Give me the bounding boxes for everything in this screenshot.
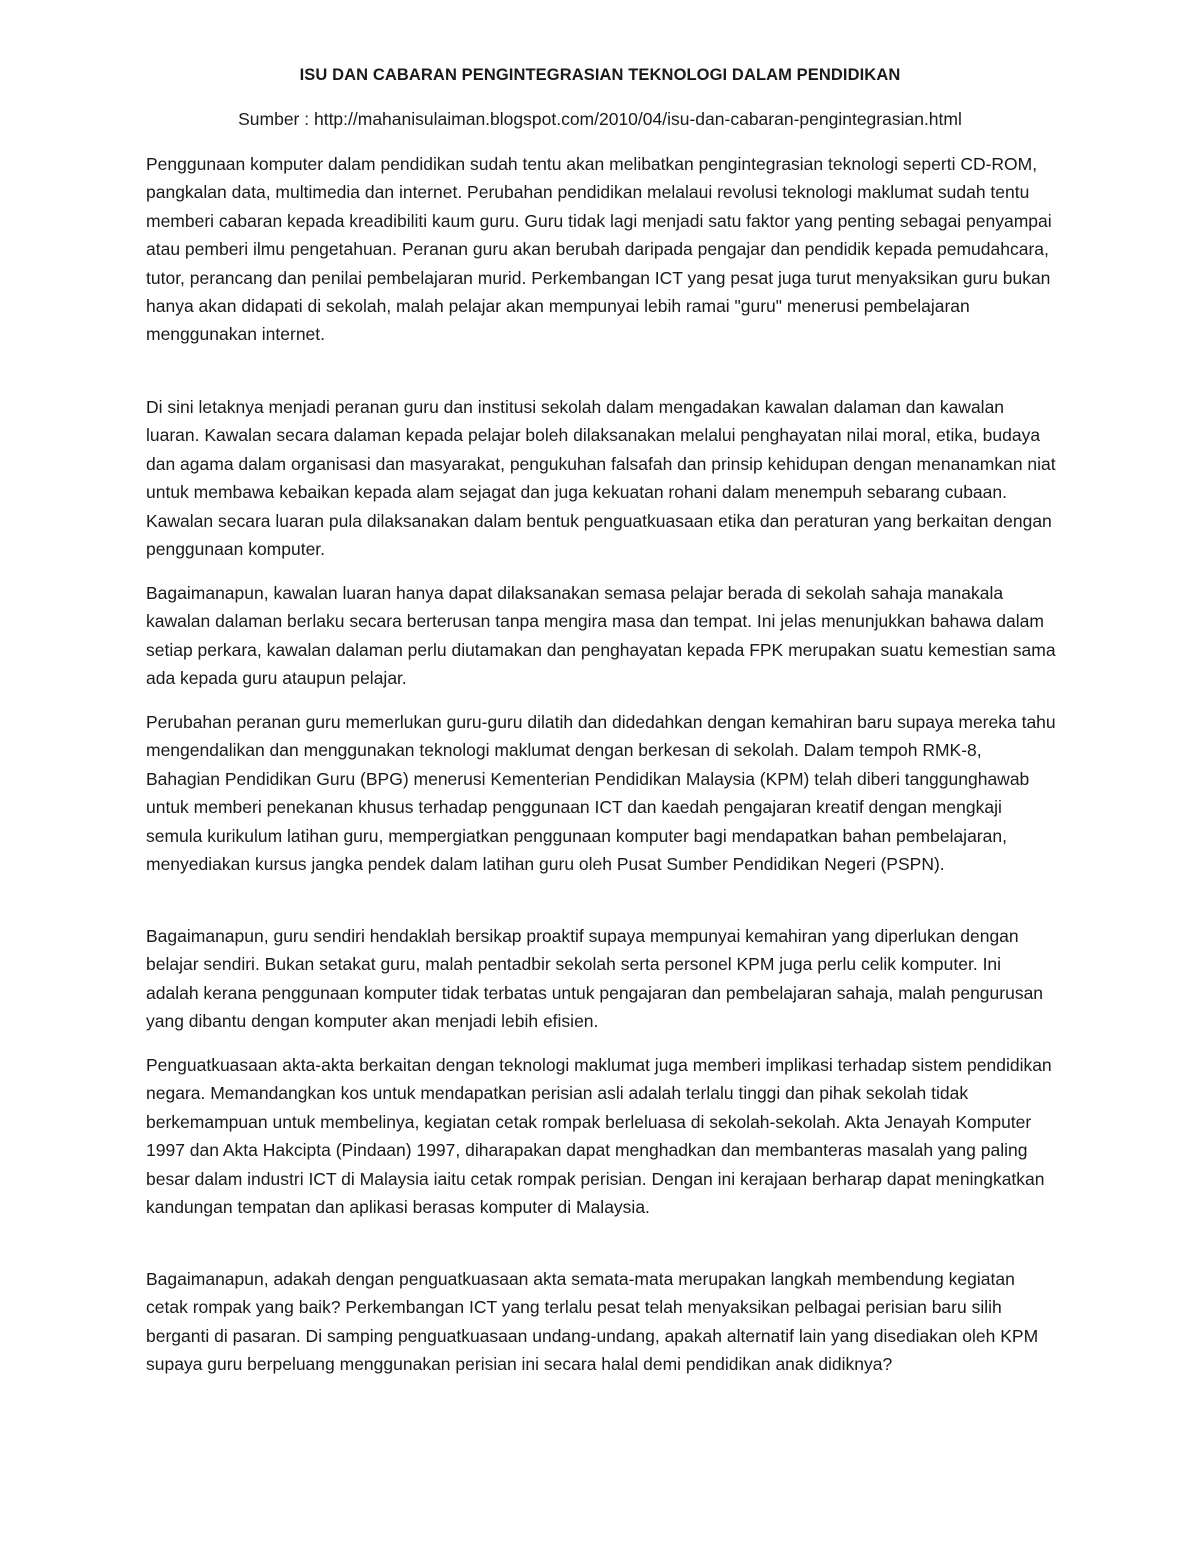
paragraph-4: Perubahan peranan guru memerlukan guru-guru dilatih dan didedahkan dengan kemahiran baru supaya mereka tahu mengendalikan dan menggunakan teknologi maklumat dengan berkesan di sekolah. Dalam tempoh RMK-8, Bahagian Pendidikan Guru (BPG) menerusi Kementerian Pendidikan Malaysia (KPM) telah diberi tanggunghawab untuk memberi penekanan khusus terhadap penggunaan ICT dan kaedah pengajaran kreatif dengan mengkaji semula kurikulum latihan guru, mempergiatkan penggunaan komputer bagi mendapatkan bahan pembelajaran, menyediakan kursus jangka pendek dalam latihan guru oleh Pusat Sumber Pendidikan Negeri (PSPN). [146,712,1056,875]
source-line: Sumber : http://mahanisulaiman.blogspot.com/2010/04/isu-dan-cabaran-pengintegrasian.html [238,109,962,129]
paragraph-3: Bagaimanapun, kawalan luaran hanya dapat dilaksanakan semasa pelajar berada di sekolah sahaja manakala kawalan dalaman berlaku secara berterusan tanpa mengira masa dan tempat. Ini jelas menunjukkan bahawa dalam setiap perkara, kawalan dalaman perlu diutamakan dan penghayatan kepada FPK merupakan suatu kemestian sama ada kepada guru ataupun pelajar. [146,583,1056,689]
paragraph-6: Penguatkuasaan akta-akta berkaitan dengan teknologi maklumat juga memberi implikasi terhadap sistem pendidikan negara. Memandangkan kos untuk mendapatkan perisian asli adalah terlalu tinggi dan pihak sekolah tidak berkemampuan untuk membelinya, kegiatan cetak rompak berleluasa di sekolah-sekolah. Akta Jenayah Komputer 1997 dan Akta Hakcipta (Pindaan) 1997, diharapakan dapat menghadkan dan membanteras masalah yang paling besar dalam industri ICT di Malaysia iaitu cetak rompak perisian. Dengan ini kerajaan berharap dapat meningkatkan kandungan tempatan dan aplikasi berasas komputer di Malaysia. [146,1055,1052,1218]
document-title: ISU DAN CABARAN PENGINTEGRASIAN TEKNOLOGI DALAM PENDIDIKAN [299,66,901,84]
paragraph-5: Bagaimanapun, guru sendiri hendaklah bersikap proaktif supaya mempunyai kemahiran yang diperlukan dengan belajar sendiri. Bukan setakat guru, malah pentadbir sekolah serta personel KPM juga perlu celik komputer. Ini adalah kerana penggunaan komputer tidak terbatas untuk pengajaran dan pembelajaran sahaja, malah pengurusan yang dibantu dengan komputer akan menjadi lebih efisien. [146,926,1044,1032]
paragraph-7: Bagaimanapun, adakah dengan penguatkuasaan akta semata-mata merupakan langkah membendung kegiatan cetak rompak yang baik? Perkembangan ICT yang terlalu pesat telah menyaksikan pelbagai perisian baru silih berganti di pasaran. Di samping penguatkuasaan undang-undang, apakah alternatif lain yang disediakan oleh KPM supaya guru berpeluang menggunakan perisian ini secara halal demi pendidikan anak didiknya? [146,1269,1039,1375]
paragraph-1: Penggunaan komputer dalam pendidikan sudah tentu akan melibatkan pengintegrasian teknologi seperti CD-ROM, pangkalan data, multimedia dan internet. Perubahan pendidikan melalaui revolusi teknologi maklumat sudah tentu memberi cabaran kepada kreadibiliti kaum guru. Guru tidak lagi menjadi satu faktor yang penting sebagai penyampai atau pemberi ilmu pengetahuan. Peranan guru akan berubah daripada pengajar dan pendidik kepada pemudahcara, tutor, perancang dan penilai pembelajaran murid. Perkembangan ICT yang pesat juga turut menyaksikan guru bukan hanya akan didapati di sekolah, malah pelajar akan mempunyai lebih ramai "guru" menerusi pembelajaran menggunakan internet. [146,154,1052,345]
paragraph-2: Di sini letaknya menjadi peranan guru dan institusi sekolah dalam mengadakan kawalan dalaman dan kawalan luaran. Kawalan secara dalaman kepada pelajar boleh dilaksanakan melalui penghayatan nilai moral, etika, budaya dan agama dalam organisasi dan masyarakat, pengukuhan falsafah dan prinsip kehidupan dengan menanamkan niat untuk membawa kebaikan kepada alam sejagat dan juga kekuatan rohani dalam menempuh sebarang cubaan. Kawalan secara luaran pula dilaksanakan dalam bentuk penguatkuasaan etika dan peraturan yang berkaitan dengan penggunaan komputer. [146,397,1056,560]
